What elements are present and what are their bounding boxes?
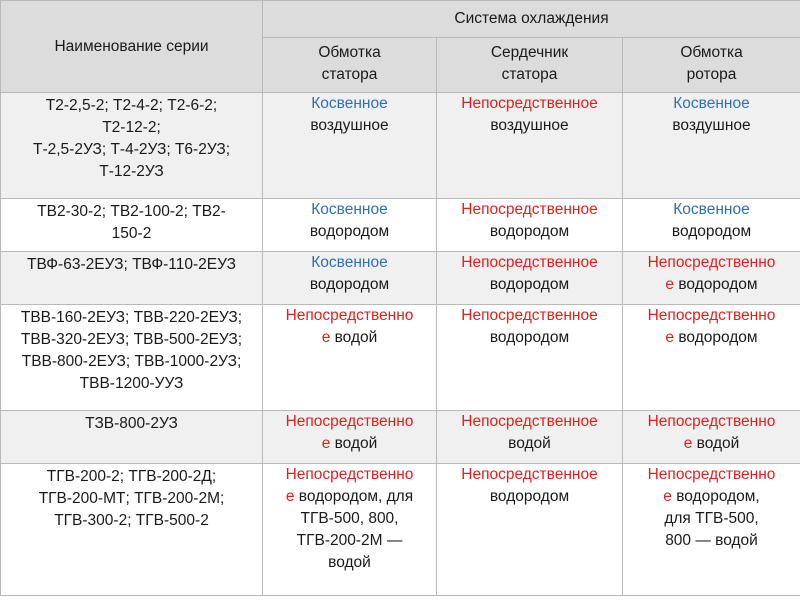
series-line: ТГВ-300-2; ТГВ-500-2 (54, 512, 209, 529)
cooling-kind-tail: е (663, 488, 672, 505)
cooling-kind: Непосредственное (461, 307, 598, 324)
stator-core-cell (437, 411, 623, 464)
cooling-note-line: для ТГВ-500, (664, 510, 759, 527)
cooling-kind: Косвенное (311, 95, 388, 112)
table-row (1, 464, 800, 596)
cooling-medium: воздушное (490, 117, 569, 134)
cooling-kind: Непосредственное (461, 95, 598, 112)
cooling-note-line: водой (328, 554, 371, 571)
column-header-rotor-winding (623, 38, 800, 93)
series-line: ТЗВ-800-2УЗ (85, 415, 178, 432)
cooling-kind-wrap (625, 327, 798, 349)
cooling-kind: Непосредственно (285, 307, 414, 324)
rotor-winding-cell (623, 199, 800, 252)
cooling-kind: Косвенное (673, 95, 750, 112)
cooling-kind: Непосредственно (285, 466, 414, 483)
column-header-line: ротора (686, 66, 737, 83)
series-line: ТВВ-160-2ЕУЗ; ТВВ-220-2ЕУЗ; (20, 309, 243, 326)
series-line: ТВ2-30-2; ТВ2-100-2; ТВ2- (37, 203, 226, 220)
cooling-kind-wrap (265, 486, 434, 508)
cooling-medium: водородом (678, 276, 758, 293)
series-cell (1, 252, 263, 305)
cooling-kind-wrap (265, 327, 434, 349)
series-line: ТВВ-800-2ЕУЗ; ТВВ-1000-2УЗ; (21, 353, 242, 370)
table-row (1, 305, 800, 411)
cooling-kind-tail: е (321, 329, 331, 346)
rotor-winding-cell (623, 93, 800, 199)
series-cell (1, 411, 263, 464)
rotor-winding-cell (623, 305, 800, 411)
column-header-line: Обмотка (318, 44, 381, 61)
cooling-medium: водой (334, 329, 378, 346)
series-cell (1, 93, 263, 199)
stator-core-cell (437, 252, 623, 305)
column-header-line: Обмотка (680, 44, 743, 61)
stator-winding-cell (263, 464, 437, 596)
cooling-kind: Непосредственное (461, 466, 598, 483)
cooling-kind-tail: е (683, 435, 693, 452)
stator-winding-cell (263, 199, 437, 252)
rotor-winding-cell (623, 411, 800, 464)
stator-core-cell (437, 93, 623, 199)
stator-core-cell (437, 199, 623, 252)
cooling-kind: Непосредственно (647, 254, 776, 271)
cooling-kind: Непосредственное (461, 201, 598, 218)
table-row (1, 199, 800, 252)
cooling-kind-tail: е (285, 488, 295, 505)
cooling-medium: водородом, (676, 488, 760, 505)
column-header-line: Сердечник (490, 44, 569, 61)
series-header (1, 1, 263, 93)
series-line: ТВВ-320-2ЕУЗ; ТВВ-500-2ЕУЗ; (20, 331, 243, 348)
series-line: ТВВ-1200-УУЗ (79, 375, 184, 392)
series-line: ТГВ-200-МТ; ТГВ-200-2М; (38, 490, 225, 507)
cooling-kind-wrap (625, 486, 798, 508)
series-cell (1, 199, 263, 252)
series-line: Т2-12-2; (102, 119, 161, 136)
cooling-kind: Непосредственно (285, 413, 414, 430)
cooling-medium: водородом (489, 488, 570, 505)
column-header-stator-core (437, 38, 623, 93)
stator-core-cell (437, 305, 623, 411)
column-header-line: статора (321, 66, 378, 83)
cooling-medium: водой (696, 435, 740, 452)
cooling-medium: водородом (671, 223, 752, 240)
cooling-medium: водородом, для (298, 488, 414, 505)
series-line: 150-2 (111, 225, 152, 242)
cooling-kind: Непосредственное (461, 413, 598, 430)
column-header-line: статора (501, 66, 558, 83)
cooling-kind: Непосредственно (647, 466, 776, 483)
stator-winding-cell (263, 305, 437, 411)
series-line: ТГВ-200-2; ТГВ-200-2Д; (46, 468, 217, 485)
series-header-label: Наименование серии (54, 37, 209, 55)
table-row (1, 93, 800, 199)
series-cell (1, 464, 263, 596)
rotor-winding-cell (623, 464, 800, 596)
series-line: Т2-2,5-2; Т2-4-2; Т2-6-2; (45, 97, 218, 114)
cooling-kind-wrap (625, 433, 798, 455)
series-line: Т-2,5-2УЗ; Т-4-2УЗ; Т6-2УЗ; (33, 141, 230, 158)
cooling-kind: Непосредственно (647, 413, 776, 430)
cooling-kind: Косвенное (311, 254, 388, 271)
series-line: ТВФ-63-2ЕУЗ; ТВФ-110-2ЕУЗ (26, 256, 236, 273)
cooling-note-line: ТГВ-500, 800, (300, 510, 399, 527)
rotor-winding-cell (623, 252, 800, 305)
stator-winding-cell (263, 252, 437, 305)
cooling-medium: водой (334, 435, 378, 452)
cooling-kind: Непосредственное (461, 254, 598, 271)
cooling-medium: водородом (489, 276, 570, 293)
table-row (1, 411, 800, 464)
cooling-medium: воздушное (310, 117, 389, 134)
series-cell (1, 305, 263, 411)
cooling-kind-wrap (625, 274, 798, 296)
cooling-kind-tail: е (321, 435, 331, 452)
cooling-medium: водородом (309, 223, 390, 240)
table-row (1, 252, 800, 305)
stator-winding-cell (263, 411, 437, 464)
cooling-kind: Косвенное (673, 201, 750, 218)
cooling-note-line: ТГВ-200-2М — (296, 532, 403, 549)
cooling-kind-tail: е (665, 329, 675, 346)
cooling-medium: воздушное (672, 117, 751, 134)
cooling-medium: водородом (678, 329, 758, 346)
cooling-note-line: 800 — водой (665, 532, 758, 549)
cooling-kind: Непосредственно (647, 307, 776, 324)
cooling-system-label: Система охлаждения (454, 10, 609, 27)
stator-core-cell (437, 464, 623, 596)
stator-winding-cell (263, 93, 437, 199)
cooling-system-header (263, 1, 800, 38)
cooling-kind: Косвенное (311, 201, 388, 218)
cooling-medium: водородом (489, 329, 570, 346)
cooling-medium: водородом (489, 223, 570, 240)
cooling-medium: водородом (309, 276, 390, 293)
cooling-medium: водой (508, 435, 551, 452)
cooling-kind-wrap (265, 433, 434, 455)
series-line: Т-12-2УЗ (99, 163, 164, 180)
column-header-stator-winding (263, 38, 437, 93)
cooling-kind-tail: е (665, 276, 675, 293)
